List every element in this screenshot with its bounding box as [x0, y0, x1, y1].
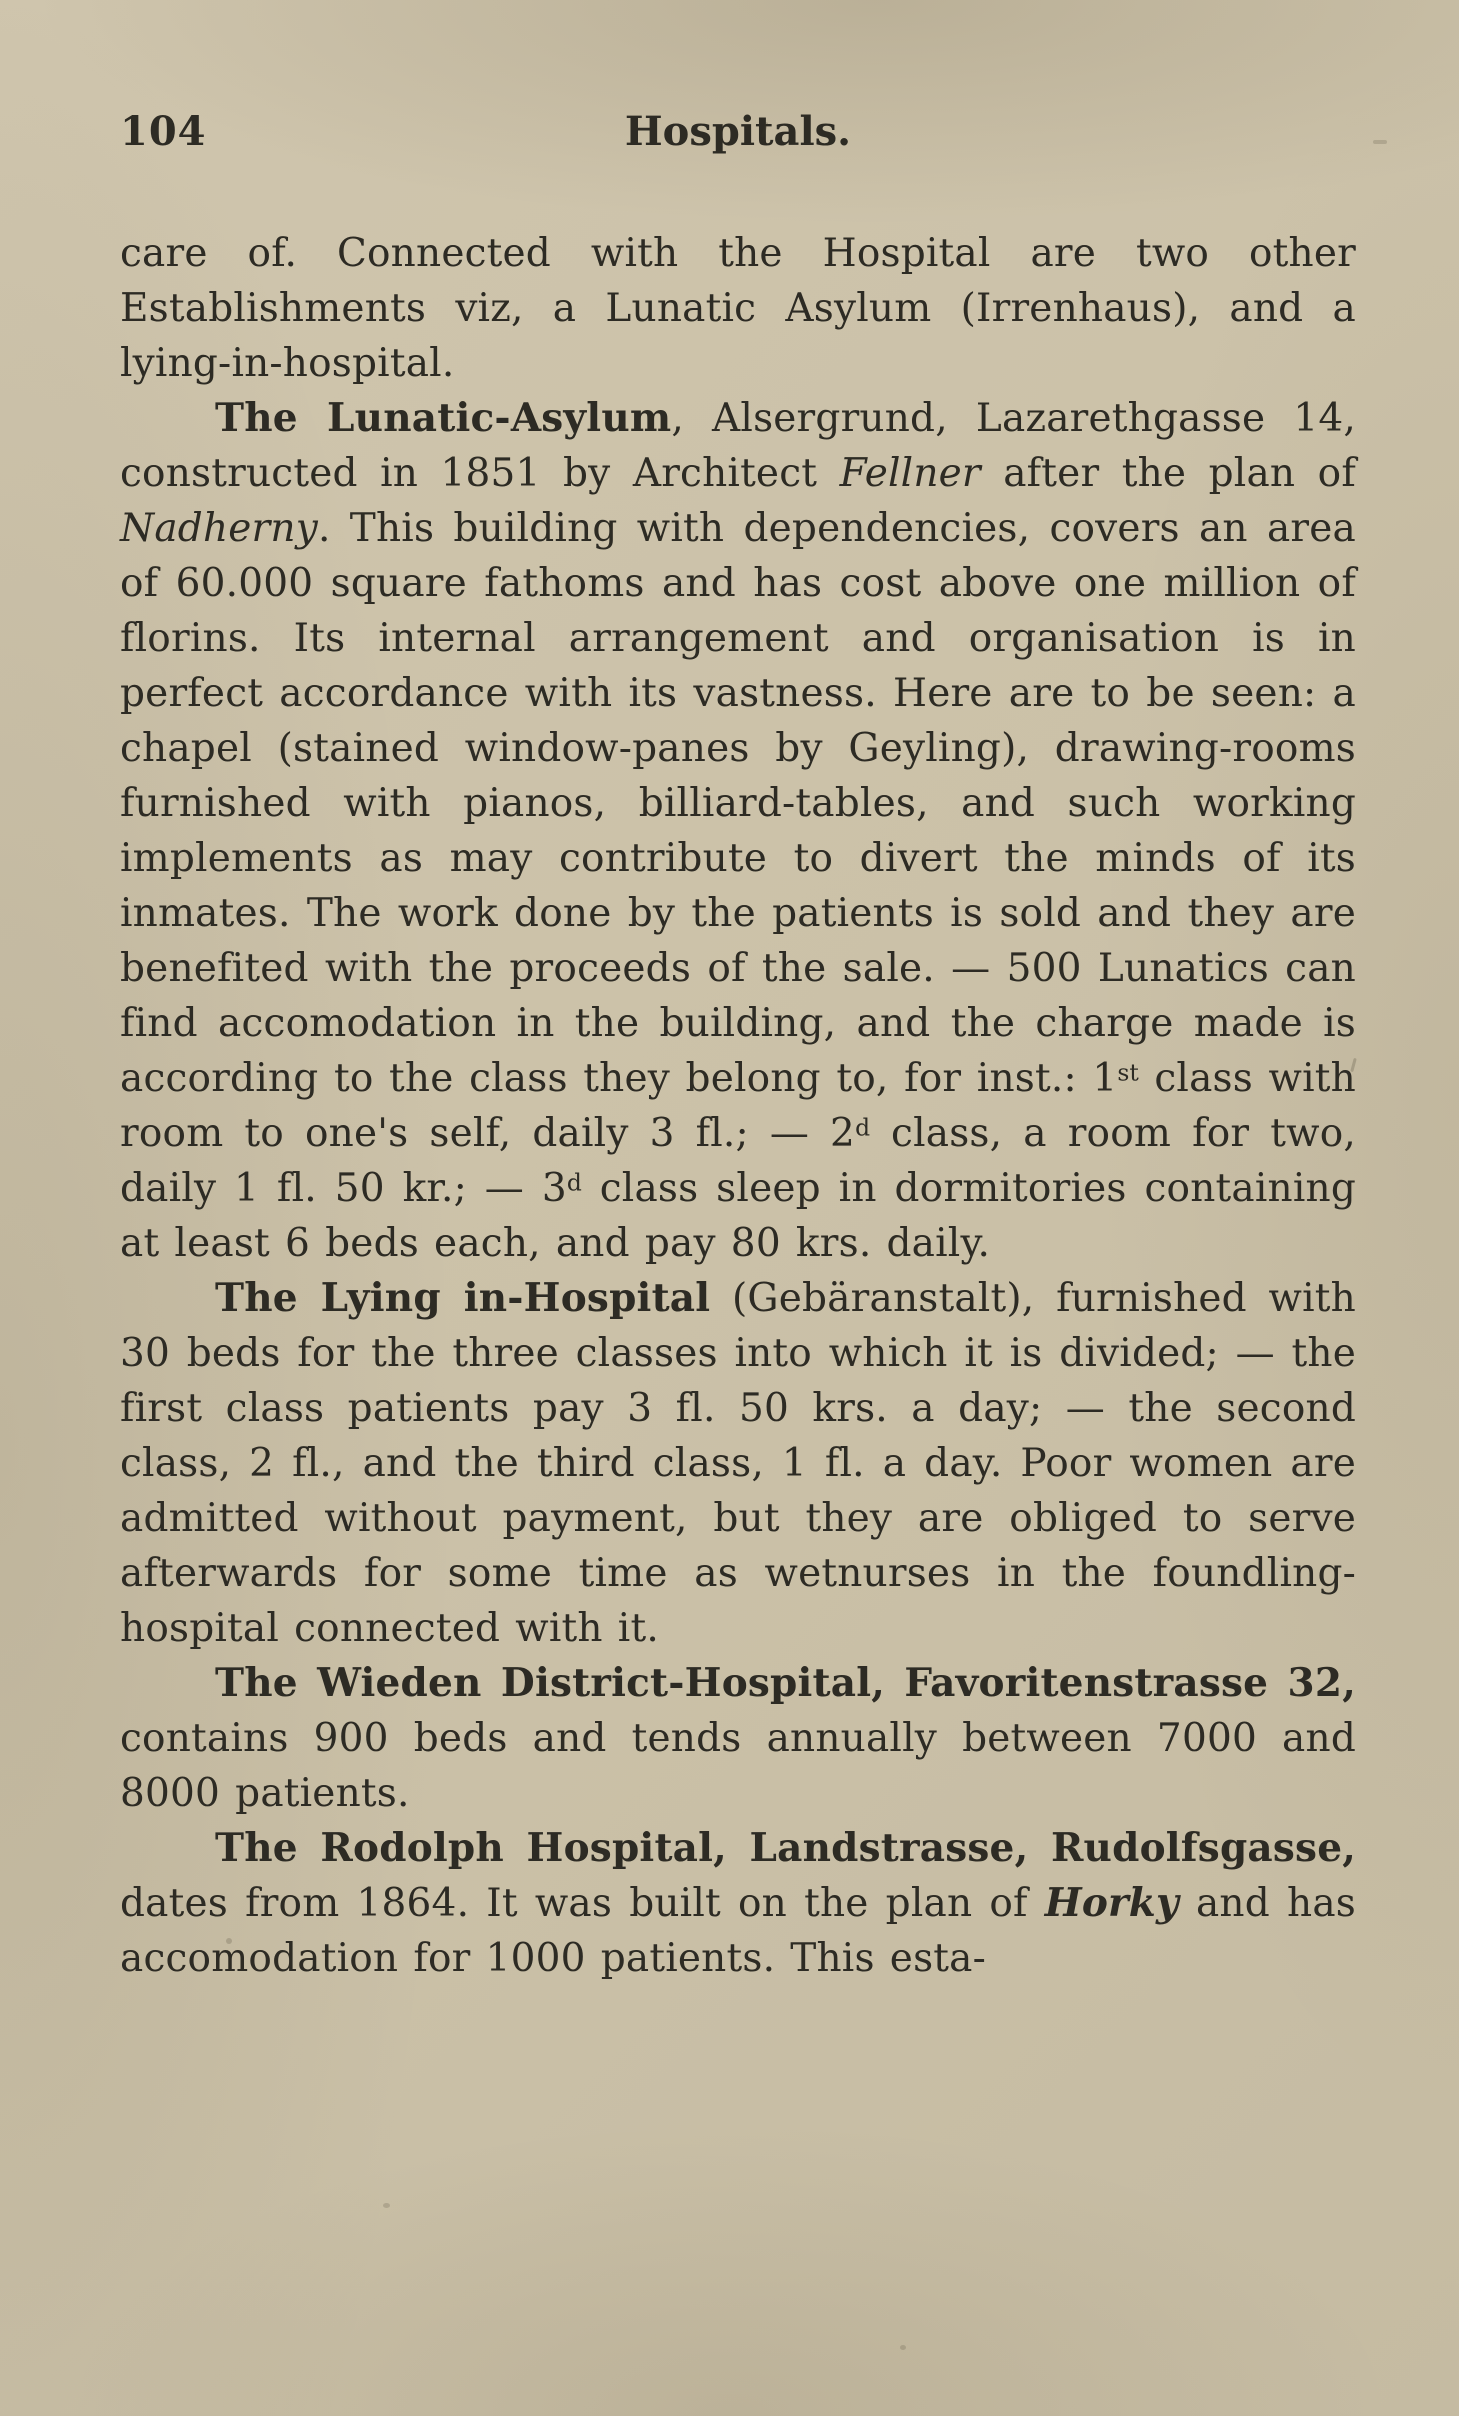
page-body: [120, 226, 1356, 1986]
text-run: The Rodolph Hospital, Landstrasse, Rudolfsgasse,: [215, 1825, 1356, 1871]
paragraph: [120, 1656, 1356, 1821]
text-run: . This building with dependencies, covers an area of 60.000 square fathoms and has cost above one million of florins. Its internal arrangement and organisation is in perfect accordance with its vastness. Here are to be seen: a chapel (stained window-panes by Geyling), drawing-rooms furnished with pianos, billiard-tables, and such working implements as may contribute to divert the minds of its inmates. The work done by the patients is sold and they are benefited with the proceeds of the sale. — 500 Lunatics can find accomodation in the building, and the charge made is according to the class they belong to, for inst.: 1: [120, 506, 1356, 1101]
text-run: Fellner: [839, 451, 981, 496]
text-run: class sleep in dormitories containing at least 6 beds each, and pay 80 krs. daily.: [120, 1166, 1356, 1266]
text-run: dates from 1864. It was built on the plan of: [120, 1881, 1045, 1926]
text-run: care of. Connected with the Hospital are two other Establishments viz, a Lunatic Asylum (Irrenhaus), and a lying-in-hospital.: [120, 231, 1356, 386]
page-number: 104: [120, 108, 207, 155]
text-run: (Gebäranstalt), furnished with 30 beds for the three classes into which it is divided; — the first class patients pay 3 fl. 50 krs. a day; — the second class, 2 fl., and the third class, 1 fl. a day. Poor women are admitted without payment, but they are obliged to serve afterwards for some time as wetnurses in the foundling-hospital connected with it.: [120, 1276, 1357, 1651]
text-run: class, a room for two, daily 1 fl. 50 kr.; — 3: [120, 1111, 1356, 1211]
text-run: contains 900 beds and tends annually between 7000 and 8000 patients.: [120, 1716, 1356, 1816]
page-header: [120, 108, 1356, 158]
paragraph: [120, 391, 1356, 1271]
paragraph: [120, 1821, 1356, 1986]
paper-speck: [226, 1938, 232, 1944]
text-run: and has accomodation for 1000 patients. This esta-: [120, 1881, 1356, 1981]
text-run: st: [1117, 1058, 1139, 1087]
text-run: Nadherny: [120, 506, 318, 551]
text-run: Horky: [1044, 1880, 1179, 1926]
text-run: The Wieden District-Hospital, Favoritenstrasse 32,: [215, 1660, 1356, 1706]
text-run: , Alsergrund, Lazarethgasse 14, constructed in 1851 by Architect: [120, 396, 1356, 496]
paragraph: [120, 1271, 1356, 1656]
text-run: The Lunatic-Asylum: [215, 395, 672, 441]
running-title: Hospitals.: [624, 108, 852, 155]
paper-speck: [383, 2203, 390, 2208]
text-run: after the plan of: [980, 451, 1356, 496]
text-run: d: [566, 1168, 582, 1197]
text-run: class with room to one's self, daily 3 fl.; — 2: [120, 1056, 1356, 1156]
text-run: The Lying in-Hospital: [215, 1275, 711, 1321]
text-run: d: [855, 1113, 871, 1142]
paragraph: [120, 226, 1356, 391]
paper-speck: [900, 2345, 906, 2350]
paper-speck: [1373, 140, 1387, 144]
